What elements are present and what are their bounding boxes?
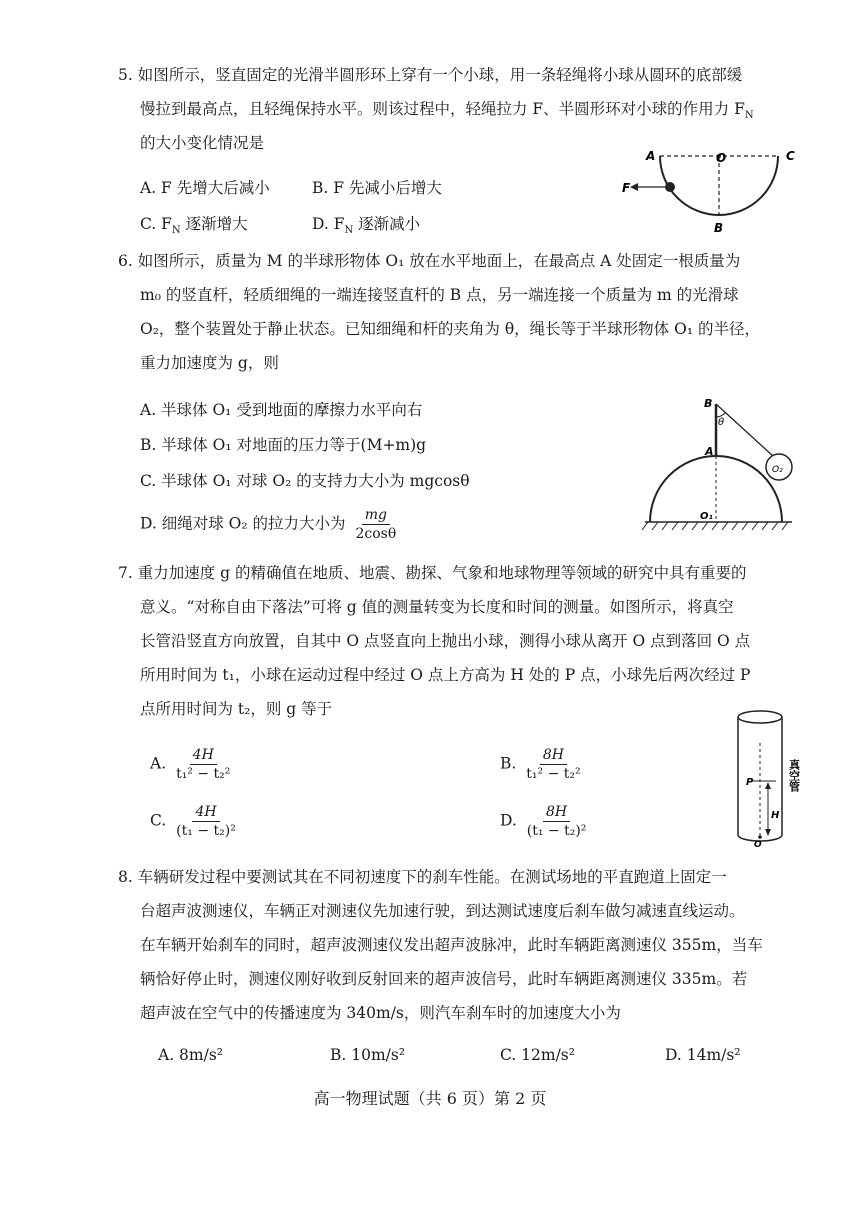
q7-label-o: O: [754, 840, 762, 850]
q5-label-b: B: [714, 221, 724, 235]
q5-option-d: D. $F_N$ 逐渐减小: [312, 215, 421, 237]
q6-line-3: O₂，整个装置处于静止状态。已知细绳和杆的夹角为 θ，绳长等于半球形物体 O₁ 的半径，: [140, 320, 760, 338]
q6-label-theta: θ: [718, 417, 725, 428]
q7-label-p: P: [746, 777, 754, 788]
q6-line-1: 6. 如图所示，质量为 M 的半球形物体 O₁ 放在水平地面上，在最高点 A 处固定一根质量为: [118, 252, 741, 270]
q7-option-b-fraction: $\frac{8H}{\text{t₁² − t₂²}}$: [526, 747, 581, 782]
q5-figure-semicircle-ring: [610, 140, 810, 240]
q7-option-d: D. $\frac{8H}{\text{(t₁ − t₂)²}}$: [500, 803, 589, 840]
q5-label-f: F: [622, 181, 631, 195]
q5-line-3: 的大小变化情况是: [140, 134, 265, 152]
q7-option-d-fraction: $\frac{8H}{\text{(t₁ − t₂)²}}$: [526, 804, 587, 839]
q5-force-arrow: [630, 183, 638, 191]
q6-label-o2: O₂: [772, 465, 783, 475]
q6-option-d-fraction: $\frac{mg}{2\cos\theta}$: [355, 507, 397, 542]
q8-line-5: 超声波在空气中的传播速度为 340m/s，则汽车刹车时的加速度大小为: [140, 1004, 621, 1022]
q5-label-o: O: [716, 151, 727, 165]
question-8: [118, 860, 808, 1030]
question-6: [118, 244, 808, 380]
q5-option-d-sub: N: [344, 225, 354, 237]
q8-option-c: C. 12m/s²: [500, 1046, 575, 1064]
q7-figure-vacuum-tube: [730, 705, 810, 850]
q8-line-3: 在车辆开始刹车的同时，超声波测速仪发出超声波脉冲，此时车辆距离测速仪 355m，当车: [140, 936, 763, 954]
q7-option-c-fraction: $\frac{4H}{\text{(t₁ − t₂)²}}$: [176, 804, 236, 839]
q6-figure-hemisphere: [640, 395, 800, 535]
q7-h-arrow-down: [765, 829, 771, 836]
q6-option-d: D. 细绳对球 O₂ 的拉力大小为 $\frac{mg}{2\cos\theta}$: [140, 506, 399, 543]
q5-line-1: 5. 如图所示，竖直固定的光滑半圆形环上穿有一个小球，用一条轻绳将小球从圆环的底部缓: [118, 66, 743, 84]
q7-h-arrow-up: [765, 782, 771, 789]
q8-line-2: 台超声波测速仪，车辆正对测速仪先加速行驶，到达测试速度后刹车做匀减速直线运动。: [140, 902, 745, 920]
q7-label-h: H: [771, 810, 780, 821]
q7-line-1: 7. 重力加速度 g 的精确值在地质、地震、勘探、气象和地球物理等领域的研究中具有重要的: [118, 564, 747, 582]
q8-option-d: D. 14m/s²: [665, 1046, 741, 1064]
q7-line-2: 意义。“对称自由下落法”可将 g 值的测量转变为长度和时间的测量。如图所示，将真空: [140, 598, 734, 616]
q7-line-4: 所用时间为 t₁，小球在运动过程中经过 O 点上方高为 H 处的 P 点，小球先后两次经过 P: [140, 666, 751, 684]
q6-line-2: m₀ 的竖直杆，轻质细绳的一端连接竖直杆的 B 点，另一端连接一个质量为 m 的光滑球: [140, 286, 739, 304]
q6-label-o1: O₁: [700, 511, 713, 522]
q7-line-3: 长管沿竖直方向放置，自其中 O 点竖直向上抛出小球，测得小球从离开 O 点到落回 O 点: [140, 632, 751, 650]
q7-option-c: C. $\frac{4H}{\text{(t₁ − t₂)²}}$: [150, 803, 239, 840]
q8-line-1: 8. 车辆研发过程中要测试其在不同初速度下的刹车性能。在测试场地的平直跑道上固定一: [118, 868, 727, 886]
q7-point-o: [758, 835, 762, 839]
q5-line-2: 慢拉到最高点，且轻绳保持水平。则该过程中，轻绳拉力 F、半圆形环对小球的作用力 $F_N$: [140, 100, 754, 122]
page-footer: 高一物理试题（共 6 页）第 2 页: [313, 1089, 547, 1108]
q6-option-b: B. 半球体 O₁ 对地面的压力等于(M+m)g: [140, 436, 427, 454]
q5-option-c-sub: N: [171, 225, 181, 237]
q6-label-a: A: [705, 445, 714, 458]
q7-option-b: B. $\frac{8H}{\text{t₁² − t₂²}}$: [500, 746, 584, 783]
q5-label-c: C: [786, 149, 795, 163]
q5-ball: [665, 182, 675, 192]
q7-tube-top: [738, 711, 782, 723]
question-7: [118, 556, 808, 726]
q7-line-5: 点所用时间为 t₂，则 g 等于: [140, 700, 333, 718]
q6-option-c: C. 半球体 O₁ 对球 O₂ 的支持力大小为 mgcosθ: [140, 472, 470, 490]
q5-label-a: A: [646, 149, 656, 163]
q5-line-2-subscript: N: [744, 110, 754, 122]
q5-option-b: B. F 先减小后增大: [312, 179, 442, 197]
q7-option-a: A. $\frac{4H}{\text{t₁² − t₂²}}$: [150, 746, 233, 783]
q8-line-4: 辆恰好停止时，测速仪刚好收到反射回来的超声波信号，此时车辆距离测速仪 335m。若: [140, 970, 748, 988]
q6-line-4: 重力加速度为 g，则: [140, 354, 279, 372]
q5-option-c: C. $F_N$ 逐渐增大: [140, 215, 248, 237]
q6-label-b: B: [704, 397, 713, 410]
q6-ground-hatching: [642, 522, 788, 530]
q7-option-a-fraction: $\frac{4H}{\text{t₁² − t₂²}}$: [176, 747, 231, 782]
q8-option-b: B. 10m/s²: [330, 1046, 406, 1064]
q5-option-a: A. F 先增大后减小: [140, 179, 270, 197]
q7-label-vacuum-tube: 真空管: [787, 759, 801, 792]
q8-option-a: A. 8m/s²: [158, 1046, 223, 1064]
q6-option-a: A. 半球体 O₁ 受到地面的摩擦力水平向右: [140, 401, 423, 419]
q6-string: [716, 404, 773, 456]
